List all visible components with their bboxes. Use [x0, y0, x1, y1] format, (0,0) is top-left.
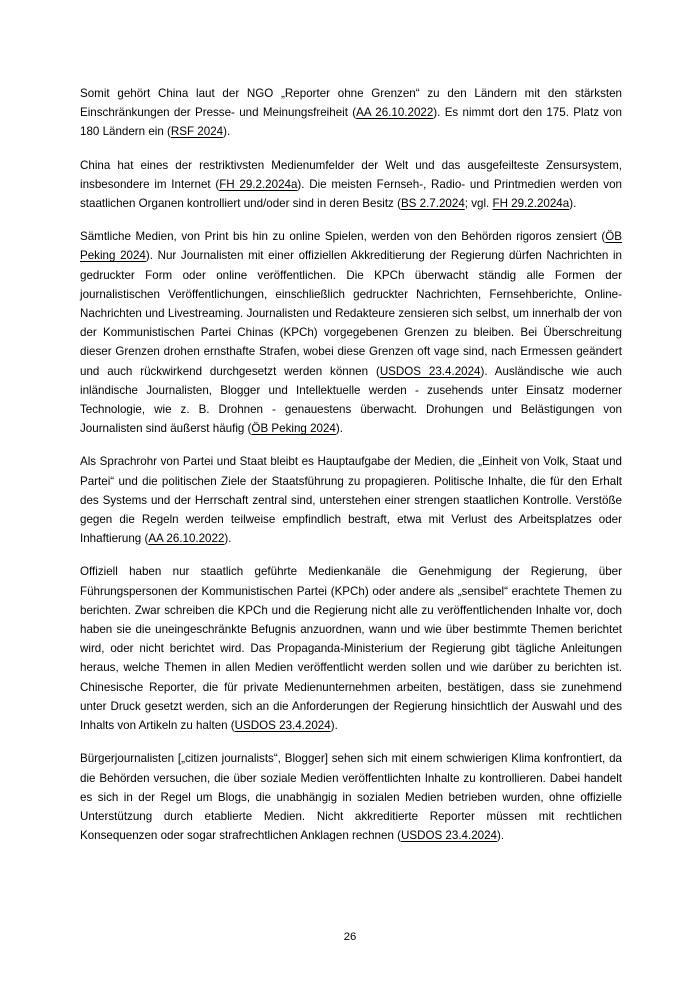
- source-reference[interactable]: USDOS 23.4.2024: [234, 719, 331, 733]
- paragraph-text: Als Sprachrohr von Partei und Staat bleibt es Hauptaufgabe der Medien, die „Einheit von Volk, Staat und Partei“ und die politischen Ziele der Staatsführung zu propagieren. Politische Inhalte, die für den Erhalt des Systems und der Herrschaft zentral sind, unterstehen einer strengen staatlichen Kontrolle. Verstöße gegen die Regeln werden teilweise empfindlich bestraft, etwa mit Verlust des Arbeitsplatzes oder Inhaftierung (: [80, 455, 622, 546]
- document-body: [80, 84, 622, 845]
- paragraph-text: China hat eines der restriktivsten Medienumfelder der Welt und das ausgefeilteste Zensursystem, insbesondere im Internet (: [80, 158, 622, 191]
- paragraph: [80, 156, 622, 214]
- paragraph: [80, 84, 622, 142]
- paragraph-text: Somit gehört China laut der NGO „Reporter ohne Grenzen“ zu den Ländern mit den stärksten Einschränkungen der Presse- und Meinungsfreiheit (: [80, 87, 622, 120]
- paragraph-text: ). Ausländische wie auch inländische Journalisten, Blogger und Intellektuelle werden - zusehends unter Einsatz moderner Technologie, wie z. B. Drohnen - genauestens überwacht. Drohungen und Belästigungen von Journalisten sind äußerst häufig (: [80, 364, 623, 436]
- source-reference[interactable]: USDOS 23.4.2024: [379, 364, 481, 378]
- paragraph-text: ; vgl.: [464, 197, 493, 211]
- paragraph-text: ).: [223, 125, 231, 139]
- paragraph-text: ).: [497, 829, 505, 843]
- source-reference[interactable]: USDOS 23.4.2024: [400, 829, 497, 843]
- page-number: 26: [343, 931, 357, 943]
- paragraph: [80, 227, 622, 438]
- paragraph-text: ).: [569, 197, 577, 211]
- source-reference[interactable]: ÖB Peking 2024: [251, 422, 336, 436]
- paragraph-text: ).: [335, 422, 343, 436]
- paragraph: [80, 749, 622, 845]
- paragraph-text: ). Nur Journalisten mit einer offiziellen Akkreditierung der Regierung dürfen Nachrichten in gedruckter Form oder online veröffentlichen. Die KPCh überwacht ständig alle Formen der journalistischen Veröffentlichungen, einschließlich gedruckter Nachrichten, Fernsehberichte, Online-Nachrichten und Livestreaming. Journalisten und Redakteure zensieren sich selbst, um innerhalb der von der Kommunistischen Partei Chinas (KPCh) vorgegebenen Grenzen zu bleiben. Bei Überschreitung dieser Grenzen drohen ernsthafte Strafen, wobei diese Grenzen oft vage sind, nach Ermessen geändert und auch rückwirkend durchgesetzt werden können (: [80, 249, 622, 378]
- source-reference[interactable]: BS 2.7.2024: [400, 197, 465, 211]
- paragraph-text: Bürgerjournalisten [„citizen journalists“, Blogger] sehen sich mit einem schwierigen Klima konfrontiert, da die Behörden versuchen, die über soziale Medien veröffentlichten Inhalte zu kontrollieren. Dabei handelt es sich in der Regel um Blogs, die unabhängig in sozialen Medien betrieben wurden, ohne offizielle Unterstützung durch etablierte Medien. Nicht akkreditierte Reporter müssen mit rechtlichen Konsequenzen oder sogar strafrechtlichen Anklagen rechnen (: [80, 752, 622, 843]
- paragraph-text: ). Es nimmt dort den 175. Platz von 180 Ländern ein (: [80, 106, 623, 139]
- paragraph-text: Sämtliche Medien, von Print bis hin zu online Spielen, werden von den Behörden rigoros zensiert (: [80, 230, 606, 244]
- paragraph: [80, 452, 622, 548]
- paragraph: [80, 562, 622, 735]
- paragraph-text: Offiziell haben nur staatlich geführte Medienkanäle die Genehmigung der Regierung, über Führungspersonen der Kommunistischen Partei (KPCh) oder andere als „sensibel“ erachtete Themen zu berichten. Zwar schreiben die KPCh und die Regierung nicht alle zu veröffentlichenden Inhalte vor, doch haben sie die uneingeschränkte Befugnis anzuordnen, wann und wie über bestimmte Themen berichtet wird, oder nicht berichtet wird. Das Propaganda-Ministerium der Regierung gibt tägliche Anleitungen heraus, welche Themen in allen Medien veröffentlicht werden sollen und wie darüber zu berichten ist. Chinesische Reporter, die für private Medienunternehmen arbeiten, bestätigen, dass sie zunehmend unter Druck gesetzt werden, sich an die Anforderungen der Regierung hinsichtlich der Auswahl und des Inhalts von Artikeln zu halten (: [80, 565, 622, 733]
- paragraph-text: ).: [330, 719, 338, 733]
- paragraph-text: ).: [224, 532, 232, 546]
- source-reference[interactable]: FH 29.2.2024a: [219, 177, 298, 191]
- paragraph-text: ). Die meisten Fernseh-, Radio- und Printmedien werden von staatlichen Organen kontrolliert und/oder sind in deren Besitz (: [80, 177, 622, 211]
- source-reference[interactable]: FH 29.2.2024a: [492, 197, 570, 211]
- source-reference[interactable]: AA 26.10.2022: [356, 106, 434, 120]
- source-reference[interactable]: ÖB Peking 2024: [80, 230, 622, 263]
- source-reference[interactable]: RSF 2024: [170, 125, 224, 139]
- source-reference[interactable]: AA 26.10.2022: [148, 532, 225, 546]
